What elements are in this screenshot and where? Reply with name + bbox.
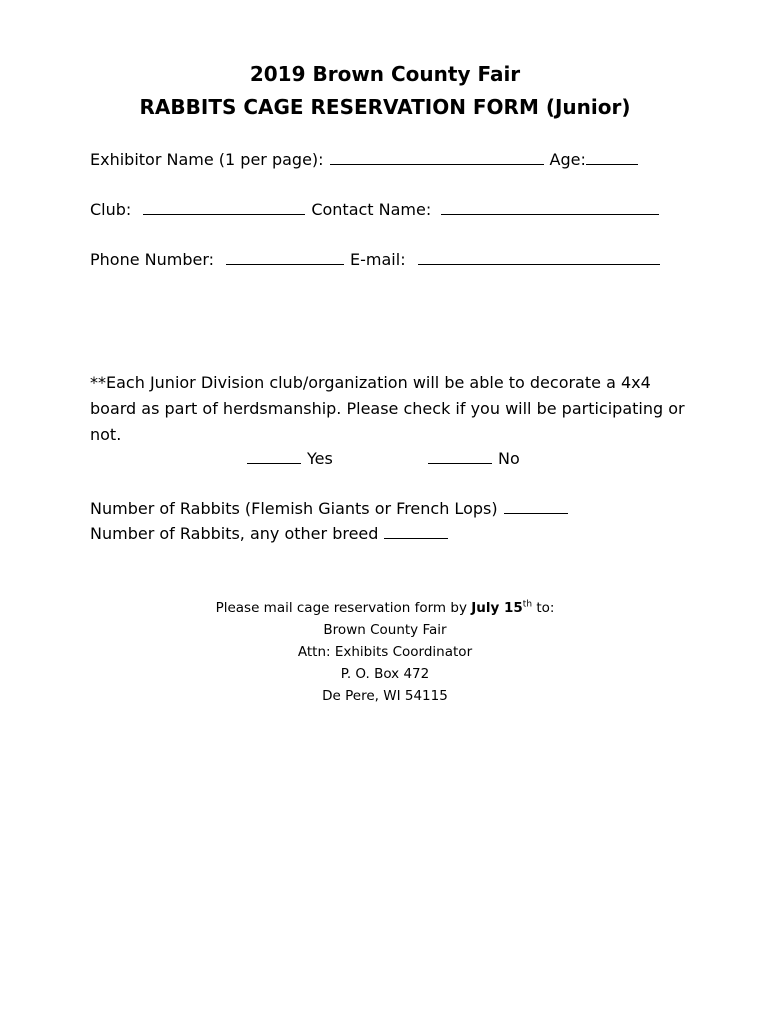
address-line: De Pere, WI 54115 (322, 688, 448, 704)
exhibitor-label: Exhibitor Name (1 per page): (90, 150, 324, 169)
exhibitor-name-field[interactable] (330, 150, 544, 165)
age-field[interactable] (586, 150, 638, 165)
phone-label: Phone Number: (90, 250, 215, 269)
no-checkbox[interactable] (428, 449, 492, 464)
phone-field[interactable] (226, 250, 344, 265)
club-row (90, 200, 665, 220)
other-breed-label: Number of Rabbits, any other breed (90, 524, 379, 543)
yes-checkbox[interactable] (247, 449, 301, 464)
phone-row (90, 250, 666, 270)
yes-option (247, 449, 333, 469)
flemish-row (90, 499, 574, 519)
no-option (428, 449, 520, 469)
other-breed-count-field[interactable] (384, 524, 448, 539)
mail-to: to: (536, 600, 555, 616)
mail-instruction (0, 597, 770, 619)
address-line: P. O. Box 472 (340, 666, 430, 682)
email-label: E-mail: (350, 250, 406, 269)
other-breed-row (90, 524, 454, 544)
mail-deadline: July 15 (471, 600, 523, 616)
address-line: Attn: Exhibits Coordinator (297, 644, 473, 660)
mail-intro: Please mail cage reservation form by (215, 600, 467, 616)
age-label: Age: (549, 150, 586, 169)
exhibitor-row (90, 150, 644, 170)
club-field[interactable] (143, 200, 305, 215)
email-field[interactable] (418, 250, 660, 265)
contact-label: Contact Name: (311, 200, 432, 219)
flemish-label: Number of Rabbits (Flemish Giants or French Lops) (90, 499, 498, 518)
no-label: No (498, 449, 520, 468)
contact-name-field[interactable] (441, 200, 659, 215)
mail-deadline-suffix: th (522, 599, 533, 610)
form-title: 2019 Brown County Fair (249, 62, 521, 86)
club-label: Club: (90, 200, 132, 219)
herdsmanship-notice: **Each Junior Division club/organization will be able to decorate a 4x4 board as part of herdsmanship. Please check if you will be participating or not. (90, 373, 685, 444)
flemish-count-field[interactable] (504, 499, 568, 514)
yes-label: Yes (307, 449, 333, 468)
form-subtitle: RABBITS CAGE RESERVATION FORM (Junior) (139, 95, 631, 119)
address-line: Brown County Fair (323, 622, 447, 638)
